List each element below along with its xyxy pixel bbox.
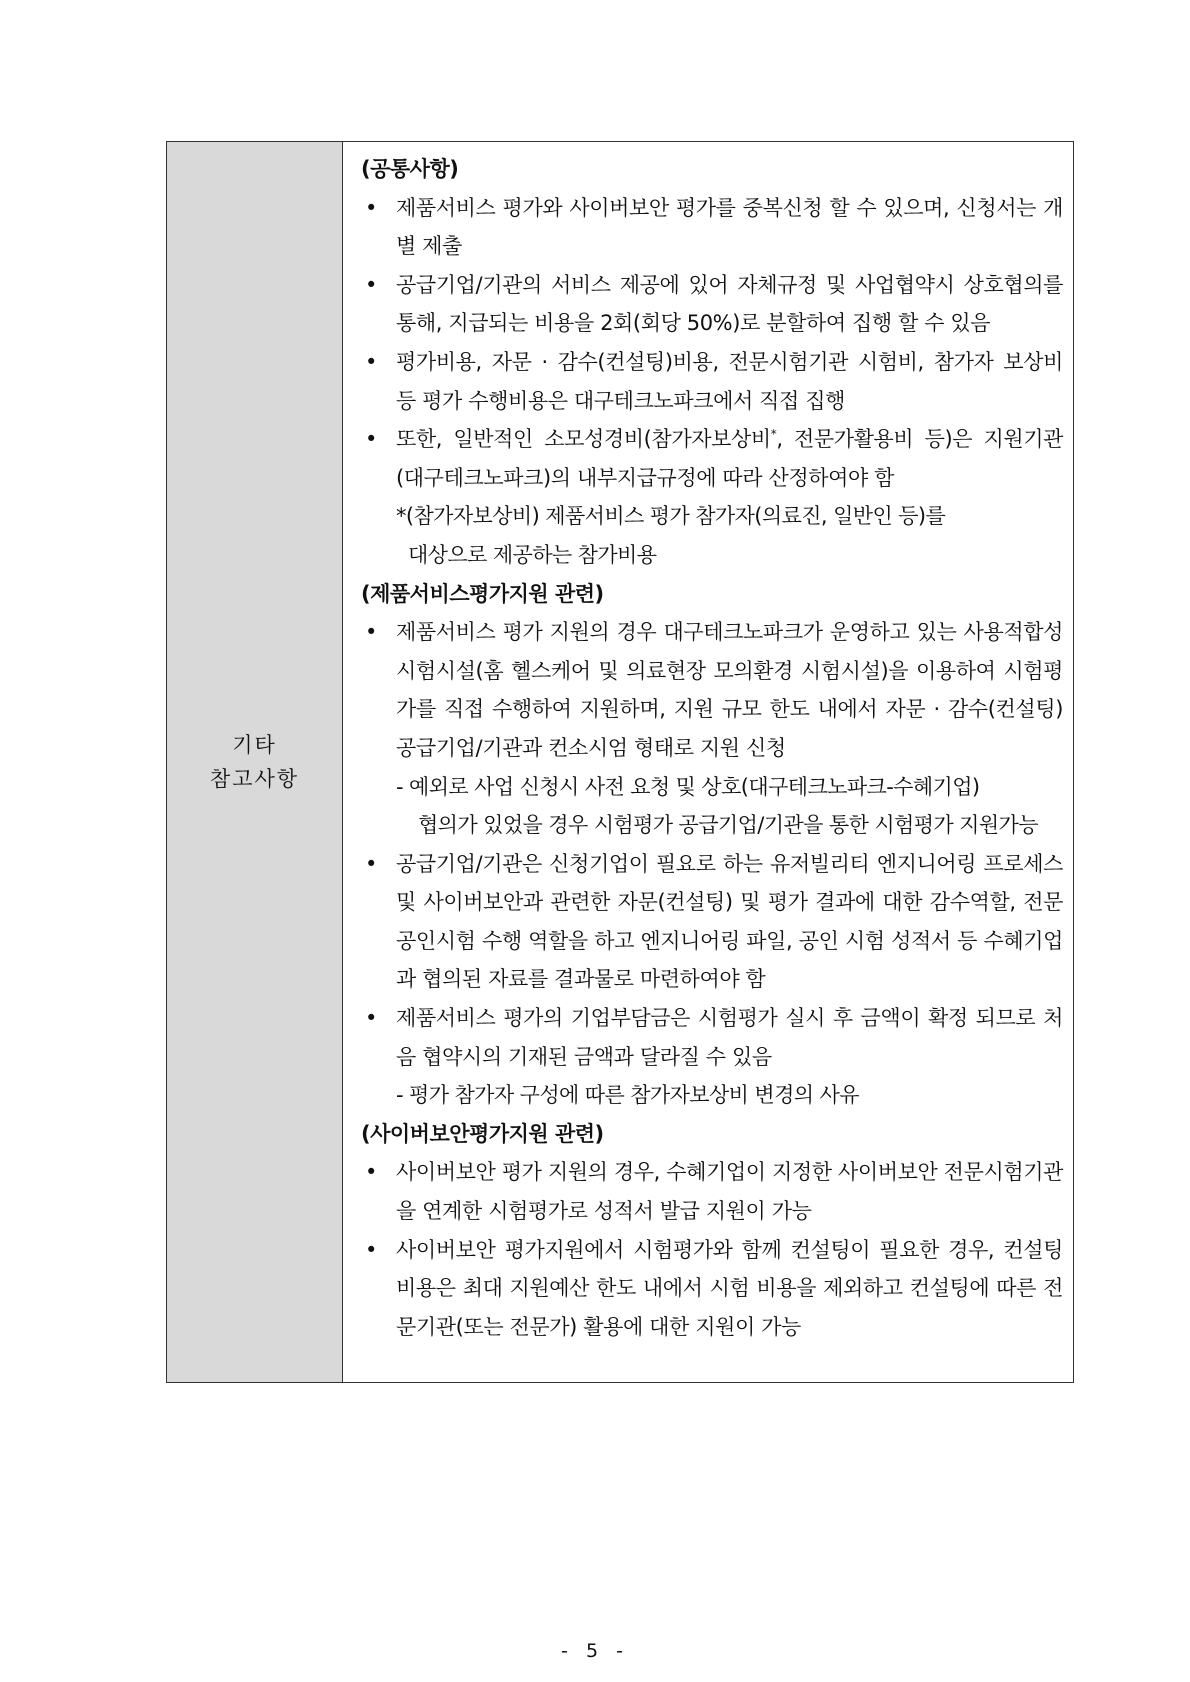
list-item — [361, 845, 1063, 999]
section-title-cyber: (사이버보안평가지원 관련) — [361, 1121, 604, 1146]
info-table — [166, 141, 1074, 1383]
list-item — [361, 1231, 1063, 1347]
bullet-text: 평가비용, 자문 · 감수(컨설팅)비용, 전문시험기관 시험비, 참가자 보상비 등 평가 수행비용은 대구테크노파크에서 직접 집행 — [396, 349, 1063, 413]
list-item — [361, 613, 1063, 767]
sub-item — [361, 768, 1063, 845]
bullet-marker: • — [365, 1160, 378, 1185]
list-item — [361, 266, 1063, 343]
section-title-common: (공통사항) — [361, 157, 459, 181]
bullet-text: 제품서비스 평가의 기업부담금은 시험평가 실시 후 금액이 확정 되므로 처음 협약시의 기재된 금액과 달라질 수 있음 — [396, 1006, 1063, 1069]
list-item — [361, 1153, 1063, 1230]
bullet-text — [396, 420, 1063, 497]
bullet-text: 사이버보안 평가지원에서 시험평가와 함께 컨설팅이 필요한 경우, 컨설팅 비용은 최대 지원예산 한도 내에서 시험 비용을 제외하고 컨설팅에 따른 전문기관(또는 전문가) 활용에 대한 지원이 가능 — [396, 1237, 1063, 1339]
bullet-marker: • — [365, 1006, 378, 1031]
bullet-marker: • — [365, 851, 378, 876]
footnote-line2: 대상으로 제공하는 참가비용 — [408, 542, 657, 567]
bullet-marker: • — [365, 195, 378, 220]
sub-item-line2: 협의가 있었을 경우 시험평가 공급기업/기관을 통한 시험평가 지원가능 — [418, 813, 1038, 838]
bullet-text: 제품서비스 평가와 사이버보안 평가를 중복신청 할 수 있으며, 신청서는 개별 제출 — [396, 195, 1063, 259]
bullet-marker: • — [365, 427, 378, 452]
bullet-text: 공급기업/기관의 서비스 제공에 있어 자체규정 및 사업협약시 상호협의를 통해, 지급되는 비용을 2회(회당 50%)로 분할하여 집행 할 수 있음 — [396, 272, 1063, 336]
bullet-text-after: , 전문가활용비 등)은 지원기관(대구테크노파크)의 내부지급규정에 따라 산정하여야 함 — [396, 427, 1063, 490]
sub-item-line1: - 예외로 사업 신청시 사전 요청 및 상호(대구테크노파크-수혜기업) — [396, 774, 980, 799]
row-label-line2: 참고사항 — [209, 767, 300, 791]
page-number: - 5 - — [561, 1640, 629, 1662]
bullet-marker: • — [365, 620, 378, 645]
footnote-marker: * — [770, 427, 777, 442]
section-title-product: (제품서비스평가지원 관련) — [361, 581, 604, 606]
bullet-text: 사이버보안 평가 지원의 경우, 수혜기업이 지정한 사이버보안 전문시험기관을 연계한 시험평가로 성적서 발급 지원이 가능 — [396, 1160, 1063, 1224]
bullet-marker: • — [365, 1237, 378, 1262]
row-content-cell — [343, 142, 1073, 1382]
list-item — [361, 999, 1063, 1076]
row-label-cell — [167, 142, 343, 1382]
sub-item: - 평가 참가자 구성에 따른 참가자보상비 변경의 사유 — [396, 1083, 859, 1108]
footnote-line1: *(참가자보상비) 제품서비스 평가 참가자(의료진, 일반인 등)를 — [396, 504, 946, 529]
bullet-text: 공급기업/기관은 신청기업이 필요로 하는 유저빌리티 엔지니어링 프로세스 및 사이버보안과 관련한 자문(컨설팅) 및 평가 결과에 대한 감수역할, 전문공인시험 수행 역할을 하고 엔지니어링 파일, 공인 시험 성적서 등 수혜기업과 협의된 자료를 결과물로 마련하여야 함 — [396, 851, 1063, 992]
bullet-marker: • — [365, 349, 378, 374]
bullet-text-before: 또한, 일반적인 소모성경비(참가자보상비 — [396, 427, 771, 452]
list-item — [361, 189, 1063, 266]
list-item — [361, 420, 1063, 497]
bullet-text: 제품서비스 평가 지원의 경우 대구테크노파크가 운영하고 있는 사용적합성 시험시설(홈 헬스케어 및 의료현장 모의환경 시험시설)을 이용하여 시험평가를 직접 수행하여 지원하며, 지원 규모 한도 내에서 자문 · 감수(컨설팅) 공급기업/기관과 컨소시엄 형태로 지원 신청 — [396, 620, 1063, 760]
bullet-marker: • — [365, 272, 378, 297]
list-item — [361, 343, 1063, 420]
row-label-line1: 기타 — [232, 733, 277, 757]
footnote-text — [361, 497, 1063, 574]
